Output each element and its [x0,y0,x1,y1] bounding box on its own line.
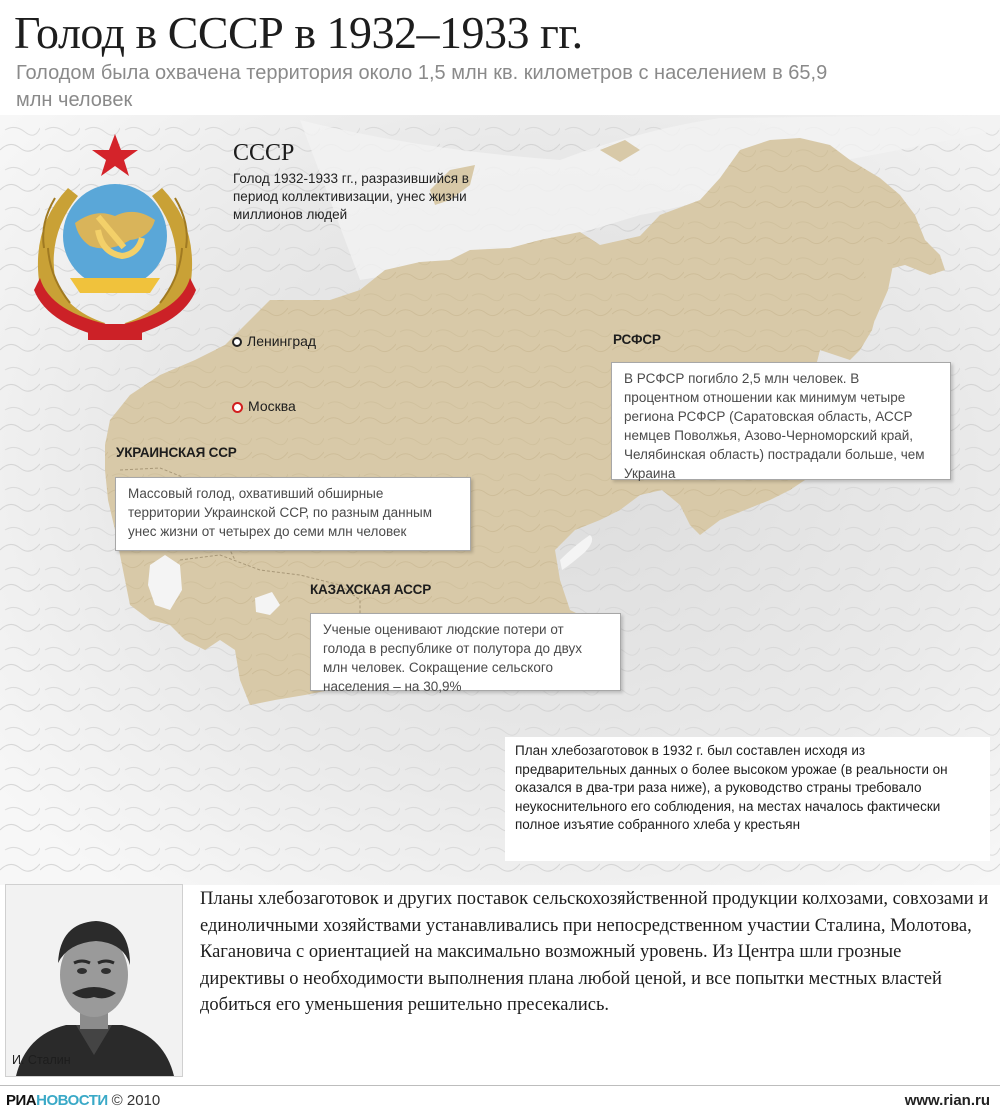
grain-plan-note: План хлебозаготовок в 1932 г. был составлен исходя из предварительных данных о более высоком урожае (в реальности он оказался в два-три раза ниже), а руководство страны требовало неукоснительного его соблюдения, на местах началось фактически полное изъятие собранного хлеба у крестьян [505,737,990,861]
brand-logo[interactable] [6,1092,160,1109]
brand-ria: РИА [6,1092,37,1109]
city-moscow [232,398,296,414]
region-rsfsr-callout: В РСФСР погибло 2,5 млн человек. В процентном отношении как минимум четыре региона РСФСР (Саратовская область, АССР немцев Поволжья, Азово-Черноморский край, Челябинская область) пострадали больше, чем Украина [611,362,951,480]
city-leningrad [232,333,316,349]
region-ukraine-callout: Массовый голод, охвативший обширные территории Украинской ССР, по разным данным унес жизни от четырех до семи млн человек [115,477,471,551]
region-kazakh-callout: Ученые оценивают людские потери от голода в республике от полутора до двух млн человек. Сокращение сельского населения – на 30,9% [310,613,621,691]
region-kazakh-label: КАЗАХСКАЯ АССР [310,582,431,597]
ussr-label: СССР [233,140,295,166]
ussr-description: Голод 1932-1933 гг., разразившийся в период коллективизации, унес жизни миллионов людей [233,171,469,222]
page-subtitle: Голодом была охвачена территория около 1,5 млн кв. километров с населением в 65,9 млн человек [16,62,828,111]
brand-novosti: НОВОСТИ [36,1092,108,1109]
city-label: Ленинград [247,333,317,349]
ussr-emblem-icon [10,128,220,348]
stalin-portrait [5,884,183,1077]
capital-marker-icon [232,402,243,413]
portrait-caption: И. Сталин [12,1053,71,1067]
footer-divider [0,1085,1000,1086]
city-marker-icon [232,337,242,347]
region-ukraine-label: УКРАИНСКАЯ ССР [116,445,237,460]
site-link[interactable]: www.rian.ru [904,1092,990,1109]
copyright: © 2010 [111,1092,161,1109]
page-title: Голод в СССР в 1932–1933 гг. [14,7,583,58]
main-paragraph: Планы хлебозаготовок и других поставок сельскохозяйственной продукции колхозами, совхозами и единоличными хозяйствами устанавливались при непосредственном участии Сталина, Молотова, Кагановича с ориентацией на максимально возможный уровень. Из Центра шли грозные директивы о необходимости выполнения плана любой ценой, и все попытки местных властей добиться его уменьшения решительно пресекались. [200,889,989,1015]
region-rsfsr-label: РСФСР [613,332,661,347]
city-label: Москва [248,398,296,414]
